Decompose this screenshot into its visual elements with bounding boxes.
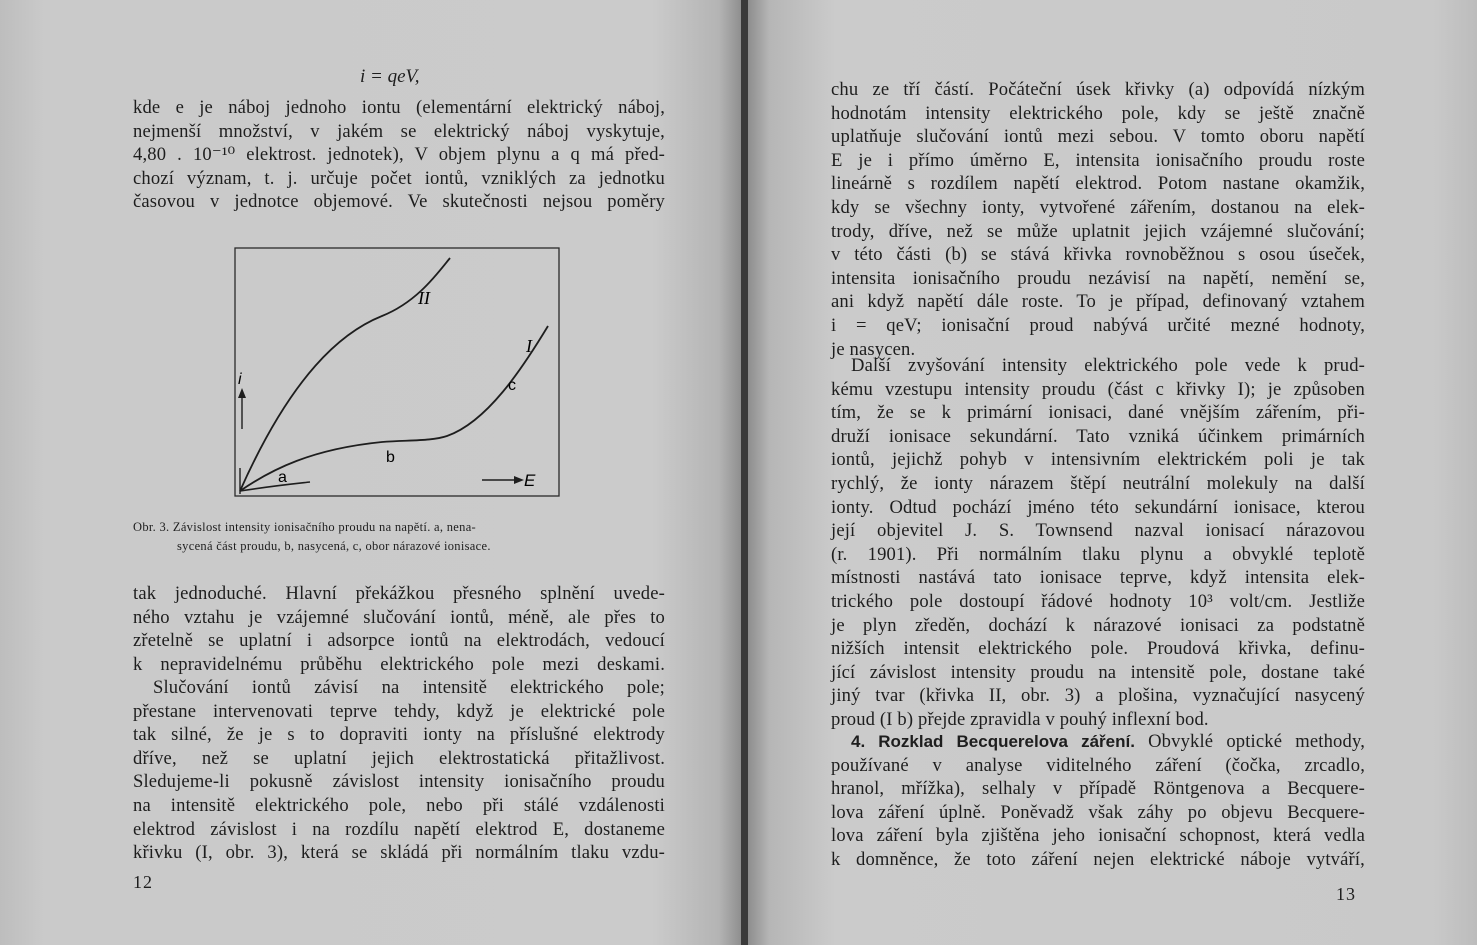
right-page xyxy=(748,0,1477,945)
right-paragraph-2 xyxy=(831,354,1365,732)
text-line: (r. 1901). Při normálním tlaku plynu a obvyklé teplotě xyxy=(831,543,1365,565)
text-line: v této části (b) se stává křivka rovnoběžnou s osou úseček, xyxy=(831,244,1365,266)
label-axis-y: i xyxy=(238,371,242,388)
curve-one xyxy=(240,326,548,491)
figure-frame xyxy=(235,248,559,496)
text-line: ionty. Odtud pochází jméno této sekundární ionisace, kterou xyxy=(831,496,1365,518)
text-line: k domněnce, že toto záření nejen elektrické náboje vytváří, xyxy=(831,848,1365,870)
label-part-c: c xyxy=(508,377,516,394)
right-paragraph-3 xyxy=(831,730,1365,872)
text-line: ného vztahu je vzájemné slučování iontů, méně, ale přes to xyxy=(133,606,665,628)
text-line: elektrod závislost i na rozdílu napětí elektrod E, dostaneme xyxy=(133,818,665,840)
text-line: iontů, jejichž pohyb v intensivním elektrickém poli je tak xyxy=(831,449,1365,471)
text-line: ani když napětí dále roste. To je případ, definovaný vztahem xyxy=(831,291,1365,313)
text-line: chozí význam, t. j. určuje počet iontů, vzniklých za jednotku xyxy=(133,167,665,189)
text-line: 4,80 . 10⁻¹⁰ elektrost. jednotek), V objem plynu a q má před- xyxy=(133,144,665,166)
text-line: Další zvyšování intensity elektrického pole vede k prud- xyxy=(851,355,1365,376)
text-line: Slučování iontů závisí na intensitě elektrického pole; xyxy=(153,677,665,698)
text-line: křivku (I, obr. 3), která se skládá při normálním tlaku vzdu- xyxy=(133,842,665,864)
text-line: nejmenší množství, v jakém se elektrický náboj vyskytuje, xyxy=(133,120,665,142)
right-paragraph-1 xyxy=(831,78,1365,361)
book-gutter xyxy=(741,0,748,945)
text-line: zřetelně se uplatní i adsorpce iontů na elektrodách, vedoucí xyxy=(133,630,665,652)
text-line: tím, že se k primární ionisaci, dané vnějším zářením, při- xyxy=(831,402,1365,424)
text-line: tak jednoduché. Hlavní překážkou přesného splnění uvede- xyxy=(133,583,665,604)
text-line: tak silné, že je s to dopraviti ionty na příslušné elektrody xyxy=(133,724,665,746)
label-part-b: b xyxy=(386,449,395,466)
label-curve-two: II xyxy=(418,288,430,308)
caption-line: Obr. 3. Závislost intensity ionisačního proudu na napětí. a, nena- xyxy=(133,520,476,534)
text-line: na intensitě elektrického pole, nebo při stálé vzdálenosti xyxy=(133,794,665,816)
page-number-left: 12 xyxy=(133,872,153,892)
text-line: její objevitel J. S. Townsend nazval ionisací nárazovou xyxy=(831,520,1365,542)
axis-y-arrowhead xyxy=(238,388,246,398)
text-line: časovou v jednotce objemové. Ve skutečnosti nejsou poměry xyxy=(133,191,665,213)
left-paragraph-3 xyxy=(133,676,665,865)
text-line: k nepravidelnému průběhu elektrického pole mezi deskami. xyxy=(133,653,665,675)
text-line: jiný tvar (křivka II, obr. 3) a plošina, vyznačující nasycený xyxy=(831,685,1365,707)
text-line: intensita ionisačního proudu nezávisí na napětí, nemění se, xyxy=(831,267,1365,289)
figure-3-graph xyxy=(232,244,562,506)
text-line: nižších intensit elektrického pole. Proudová křivka, definu- xyxy=(831,638,1365,660)
text-line xyxy=(831,730,1365,754)
text-line: trody, dříve, než se může uplatnit jejich vzájemné slučování; xyxy=(831,220,1365,242)
text-line: přestane intervenovati teprve tehdy, když je elektrické pole xyxy=(133,700,665,722)
text-line: místnosti nastává tato ionisace teprve, když intensita elek- xyxy=(831,567,1365,589)
text-line: druží ionisace sekundární. Tato vzniká účinkem primárních xyxy=(831,425,1365,447)
text-line: kdy se všechny ionty, vytvořené zářením, dostanou na elek- xyxy=(831,196,1365,218)
figure-3 xyxy=(232,244,562,506)
text-line: hranol, mřížka), selhaly v případě Röntgenova a Becquere- xyxy=(831,778,1365,800)
label-part-a: a xyxy=(278,469,287,486)
left-paragraph-1 xyxy=(133,96,665,214)
text-line: lova záření úplně. Poněvadž však záhy po objevu Becquere- xyxy=(831,801,1365,823)
figure-caption xyxy=(133,518,663,555)
text-line: používané v analyse viditelného záření (čočka, zrcadlo, xyxy=(831,754,1365,776)
page-number-right: 13 xyxy=(1336,884,1356,904)
formula: i = qeV, xyxy=(360,66,420,87)
text-line: je nasycen. xyxy=(831,338,916,360)
text-line: kde e je náboj jednoho iontu (elementární elektrický náboj, xyxy=(133,97,665,118)
text-line: hodnotám intensity elektrického pole, kdy se ještě značně xyxy=(831,102,1365,124)
text-fragment: Obvyklé optické methody, xyxy=(1134,731,1365,752)
text-line: rychlý, že ionty nárazem štěpí neutrální molekuly na další xyxy=(831,472,1365,494)
axis-x-arrowhead xyxy=(514,476,524,484)
text-line: kému vzestupu intensity proudu (část c křivky I); je způsoben xyxy=(831,378,1365,400)
caption-line: sycená část proudu, b, nasycená, c, obor nárazové ionisace. xyxy=(177,538,491,553)
text-line: lineárně s rozdílem napětí elektrod. Potom nastane okamžik, xyxy=(831,173,1365,195)
text-line: proud (I b) přejde zpravidla v pouhý inflexní bod. xyxy=(831,708,1209,730)
label-curve-one: I xyxy=(526,336,532,356)
text-line: E je i přímo úměrno E, intensita ionisačního proudu roste xyxy=(831,149,1365,171)
text-line: chu ze tří částí. Počáteční úsek křivky (a) odpovídá nízkým xyxy=(831,79,1365,100)
text-line: trického pole dostoupí řádové hodnoty 10³ volt/cm. Jestliže xyxy=(831,590,1365,612)
left-paragraph-2 xyxy=(133,582,665,676)
label-axis-x: E xyxy=(524,471,536,490)
text-line: i = qeV; ionisační proud nabývá určité mezné hodnoty, xyxy=(831,314,1365,336)
text-line: je plyn zředěn, dochází k nárazové ionisaci za podstatně xyxy=(831,614,1365,636)
text-line: lova záření byla zjištěna jeho ionisační schopnost, která vedla xyxy=(831,825,1365,847)
section-heading: 4. Rozklad Becquerelova záření. xyxy=(851,732,1135,751)
text-line: jící závislost intensity proudu na intensitě pole, dostane také xyxy=(831,661,1365,683)
text-line: Sledujeme-li pokusně závislost intensity ionisačního proudu xyxy=(133,771,665,793)
text-line: uplatňuje slučování iontů mezi sebou. V tomto oboru napětí xyxy=(831,126,1365,148)
text-line: dříve, než se uplatní jejich elektrostatická přitažlivost. xyxy=(133,747,665,769)
